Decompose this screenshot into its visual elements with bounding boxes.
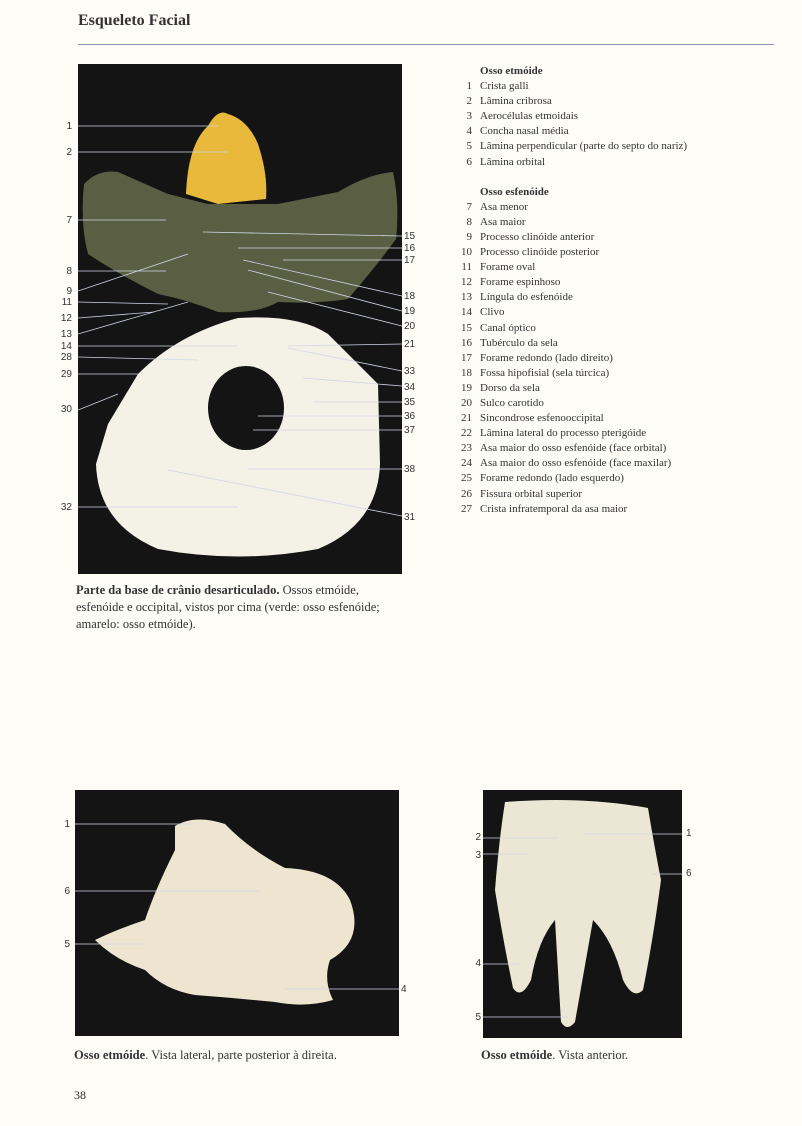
anterior-label-5: 5 xyxy=(475,1012,481,1023)
legend-item-number: 12 xyxy=(461,276,472,289)
legend-item xyxy=(452,396,782,411)
main-label-right-36: 36 xyxy=(404,411,416,422)
anterior-label-6: 6 xyxy=(686,868,692,879)
main-label-left-12: 12 xyxy=(60,313,72,324)
anterior-label-2: 2 xyxy=(475,832,481,843)
legend-item xyxy=(452,336,782,351)
main-label-right-33: 33 xyxy=(404,366,416,377)
main-label-left-29: 29 xyxy=(60,369,72,380)
legend-item xyxy=(452,366,782,381)
legend-item-text: Processo clinóide anterior xyxy=(480,230,595,243)
ethmoid-lateral-illustration xyxy=(75,790,399,1036)
legend-item-text: Forame oval xyxy=(480,261,536,274)
legend-item-number: 6 xyxy=(466,155,472,168)
lateral-label-5: 5 xyxy=(64,939,70,950)
main-label-right-38: 38 xyxy=(404,464,416,475)
main-label-right-21: 21 xyxy=(404,339,416,350)
main-caption-bold: Parte da base de crânio desarticulado. xyxy=(76,583,280,597)
legend-item-number: 21 xyxy=(461,412,472,425)
lateral-label-6: 6 xyxy=(64,886,70,897)
anterior-label-3: 3 xyxy=(475,850,481,861)
main-label-left-1: 1 xyxy=(66,121,72,132)
main-label-left-13: 13 xyxy=(60,329,72,340)
legend-item xyxy=(452,200,782,215)
main-label-left-30: 30 xyxy=(60,404,72,415)
main-figure-photo xyxy=(78,64,402,574)
legend-item-text: Fissura orbital superior xyxy=(480,487,583,500)
legend-etmoide-list xyxy=(452,79,782,170)
legend-item xyxy=(452,139,782,154)
anterior-caption-bold: Osso etmóide xyxy=(481,1048,553,1062)
legend-item xyxy=(452,456,782,471)
main-label-right-20: 20 xyxy=(404,321,416,332)
legend-item-text: Asa maior do osso esfenóide (face orbital) xyxy=(480,442,667,455)
legend-item-number: 8 xyxy=(466,215,472,228)
legend-item-number: 17 xyxy=(461,351,472,364)
header-rule xyxy=(78,44,774,45)
legend-item-text: Crista galli xyxy=(480,80,529,93)
legend-item xyxy=(452,290,782,305)
legend-item-number: 16 xyxy=(461,336,472,349)
legend-item-text: Canal óptico xyxy=(480,321,536,334)
legend-item-text: Asa maior xyxy=(480,215,526,228)
main-label-left-2: 2 xyxy=(66,147,72,158)
legend-item xyxy=(452,411,782,426)
lateral-label-4: 4 xyxy=(401,984,407,995)
legend-item xyxy=(452,79,782,94)
legend-item xyxy=(452,381,782,396)
legend-item-number: 27 xyxy=(461,502,472,515)
main-label-right-31: 31 xyxy=(404,512,416,523)
legend-esfenoide-list xyxy=(452,200,782,517)
legend-item xyxy=(452,230,782,245)
legend-item-text: Dorso da sela xyxy=(480,381,540,394)
anterior-label-4: 4 xyxy=(475,958,481,969)
legend-item xyxy=(452,441,782,456)
main-label-left-32: 32 xyxy=(60,502,72,513)
ethmoid-anterior-illustration xyxy=(483,790,682,1038)
legend-item-text: Forame espinhoso xyxy=(480,276,561,289)
legend-item-number: 13 xyxy=(461,291,472,304)
anterior-figure-photo xyxy=(483,790,682,1038)
main-label-left-11: 11 xyxy=(61,297,72,308)
lateral-figure-caption xyxy=(74,1047,414,1064)
legend-item-number: 3 xyxy=(466,110,472,123)
legend-item xyxy=(452,124,782,139)
page-number: 38 xyxy=(74,1088,86,1102)
main-label-left-7: 7 xyxy=(66,215,72,226)
legend-item-number: 1 xyxy=(466,80,472,93)
legend-item-number: 11 xyxy=(461,261,472,274)
legend-item-number: 20 xyxy=(461,396,472,409)
main-caption-text: Ossos etmóide, esfenóide e occipital, vistos por cima (verde: osso esfenóide; amarelo: osso etmóide). xyxy=(76,583,380,631)
legend-item-number: 22 xyxy=(461,427,472,440)
legend-item xyxy=(452,155,782,170)
legend-item-text: Asa menor xyxy=(480,200,528,213)
lateral-figure-photo xyxy=(75,790,399,1036)
legend-etmoide-title: Osso etmóide xyxy=(480,65,543,77)
legend-item-number: 10 xyxy=(461,246,472,259)
legend-item xyxy=(452,426,782,441)
legend-item-text: Forame redondo (lado esquerdo) xyxy=(480,472,624,485)
legend-item-number: 15 xyxy=(461,321,472,334)
legend-item-text: Lâmina perpendicular (parte do septo do nariz) xyxy=(480,140,688,153)
legend-item xyxy=(452,351,782,366)
page-header-title: Esqueleto Facial xyxy=(78,12,191,29)
main-label-left-8: 8 xyxy=(66,266,72,277)
legend-item-text: Lâmina cribrosa xyxy=(480,95,552,108)
legend-item xyxy=(452,487,782,502)
legend-item-number: 9 xyxy=(466,230,472,243)
legend-item-number: 18 xyxy=(461,366,472,379)
legend-item-text: Tubérculo da sela xyxy=(480,336,558,349)
skull-base-illustration xyxy=(78,64,402,574)
legend-item-text: Sulco carotido xyxy=(480,396,544,409)
legend-item-number: 14 xyxy=(461,306,472,319)
legend-item-text: Língula do esfenóide xyxy=(480,291,573,304)
legend-item-text: Asa maior do osso esfenóide (face maxilar) xyxy=(480,457,672,470)
legend-item-text: Lâmina orbital xyxy=(480,155,546,168)
legend-item-number: 7 xyxy=(466,200,472,213)
legend-item-number: 26 xyxy=(461,487,472,500)
legend-esfenoide-title: Osso esfenóide xyxy=(480,185,549,198)
legend-item-number: 23 xyxy=(461,442,472,455)
legend-item-number: 24 xyxy=(461,457,472,470)
main-label-right-18: 18 xyxy=(404,291,416,302)
legend-item-text: Lâmina lateral do processo pterigóide xyxy=(480,427,647,440)
legend xyxy=(452,64,782,517)
legend-item-number: 25 xyxy=(461,472,472,485)
main-label-right-19: 19 xyxy=(404,306,416,317)
legend-item xyxy=(452,275,782,290)
legend-item-text: Aerocélulas etmoidais xyxy=(480,110,579,123)
legend-item xyxy=(452,245,782,260)
legend-item xyxy=(452,109,782,124)
main-label-right-37: 37 xyxy=(404,425,416,436)
legend-item xyxy=(452,321,782,336)
anterior-caption-text: . Vista anterior. xyxy=(552,1048,629,1062)
foramen-magnum xyxy=(208,366,284,450)
legend-item-text: Crista infratemporal da asa maior xyxy=(480,502,628,515)
main-label-left-28: 28 xyxy=(60,352,72,363)
legend-item xyxy=(452,94,782,109)
lateral-caption-bold: Osso etmóide xyxy=(74,1048,146,1062)
main-label-right-34: 34 xyxy=(404,382,416,393)
anterior-figure-caption xyxy=(481,1047,741,1064)
anterior-label-1: 1 xyxy=(686,828,692,839)
legend-item xyxy=(452,215,782,230)
main-label-right-16: 16 xyxy=(404,243,416,254)
main-label-right-15: 15 xyxy=(404,231,416,242)
legend-item-number: 4 xyxy=(466,125,472,138)
legend-item-number: 2 xyxy=(466,95,472,108)
main-figure-caption xyxy=(76,582,406,633)
main-label-left-14: 14 xyxy=(60,341,72,352)
legend-item xyxy=(452,260,782,275)
main-label-right-35: 35 xyxy=(404,397,416,408)
main-label-left-9: 9 xyxy=(66,286,72,297)
legend-item-text: Concha nasal média xyxy=(480,125,569,138)
legend-item-text: Clivo xyxy=(480,306,505,319)
legend-item-text: Sincondrose esfenooccipital xyxy=(480,412,604,425)
legend-item xyxy=(452,502,782,517)
lateral-label-1: 1 xyxy=(64,819,70,830)
legend-item-number: 19 xyxy=(461,381,472,394)
legend-item xyxy=(452,305,782,320)
legend-item xyxy=(452,471,782,486)
legend-item-text: Forame redondo (lado direito) xyxy=(480,351,613,364)
lateral-caption-text: . Vista lateral, parte posterior à direita. xyxy=(145,1048,337,1062)
legend-item-text: Fossa hipofisial (sela túrcica) xyxy=(480,366,610,379)
legend-item-text: Processo clinóide posterior xyxy=(480,246,600,259)
legend-item-number: 5 xyxy=(466,140,472,153)
main-label-right-17: 17 xyxy=(404,255,416,266)
